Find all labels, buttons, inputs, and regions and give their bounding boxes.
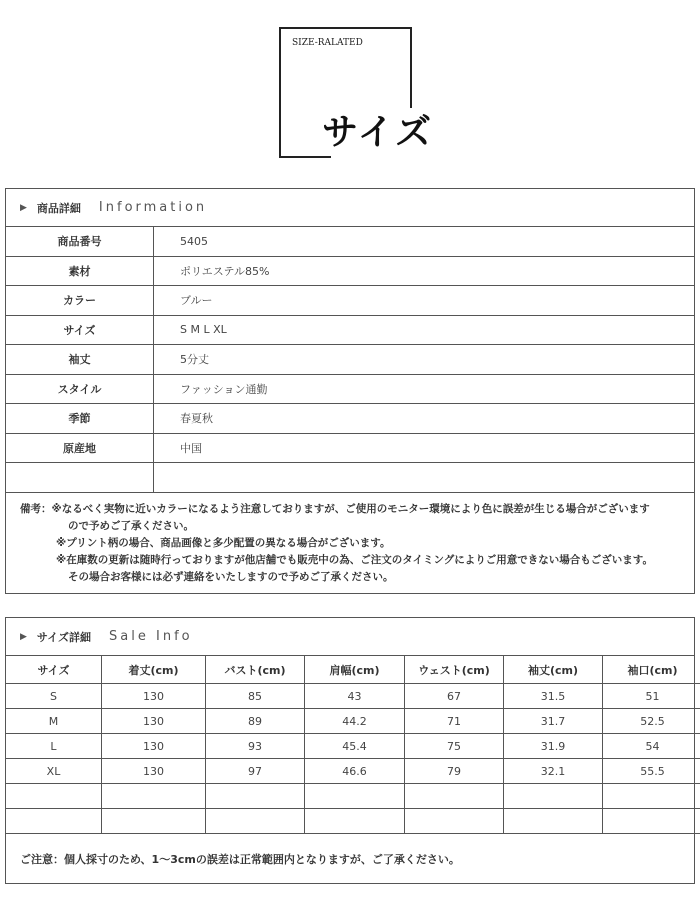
info-value: 5405	[180, 234, 208, 248]
info-row	[6, 227, 694, 257]
size-section-title-jp: サイズ詳細	[36, 630, 92, 644]
note-line: ※プリント柄の場合、商品画像と多少配置の異なる場合がございます。	[56, 536, 391, 549]
size-section	[5, 617, 695, 884]
info-value: 中国	[180, 441, 202, 455]
size-cell	[6, 809, 102, 834]
size-cell: 89	[206, 709, 305, 734]
size-row	[6, 709, 700, 734]
size-cell	[305, 809, 405, 834]
size-cell: 97	[206, 759, 305, 784]
info-key: スタイル	[6, 375, 154, 404]
size-cell: 130	[102, 709, 206, 734]
info-row	[6, 316, 694, 346]
size-cell: 71	[405, 709, 504, 734]
info-row	[6, 286, 694, 316]
info-value: ブルー	[180, 294, 213, 308]
size-cell: 130	[102, 759, 206, 784]
size-column-header: 肩幅(cm)	[305, 656, 405, 684]
size-cell: L	[6, 734, 102, 759]
info-key: サイズ	[6, 316, 154, 345]
size-cell: 52.5	[603, 709, 700, 734]
size-cell: 130	[102, 734, 206, 759]
size-cell	[504, 809, 603, 834]
size-cell: 46.6	[305, 759, 405, 784]
size-cell: 43	[305, 684, 405, 709]
size-cell: XL	[6, 759, 102, 784]
size-cell: 32.1	[504, 759, 603, 784]
size-cell: 31.5	[504, 684, 603, 709]
info-key: 原産地	[6, 434, 154, 463]
info-row	[6, 345, 694, 375]
header-title: サイズ	[318, 108, 437, 156]
size-row	[6, 809, 700, 834]
info-value: S M L XL	[180, 323, 227, 337]
size-cell	[504, 784, 603, 809]
info-value: 5分丈	[180, 353, 209, 367]
size-cell	[6, 784, 102, 809]
info-table	[6, 227, 694, 493]
info-key: 商品番号	[6, 227, 154, 256]
size-row	[6, 734, 700, 759]
info-key: 季節	[6, 404, 154, 433]
info-row	[6, 434, 694, 464]
size-cell: 79	[405, 759, 504, 784]
size-row	[6, 784, 700, 809]
info-value: ポリエステル85%	[180, 264, 270, 278]
size-cell: 54	[603, 734, 700, 759]
size-row	[6, 759, 700, 784]
note-line: 備考：※なるべく実物に近いカラーになるよう注意しておりますが、ご使用のモニター環境により色に誤差が生じる場合がございます	[20, 502, 650, 515]
info-row	[6, 404, 694, 434]
size-column-header: バスト(cm)	[206, 656, 305, 684]
note-line: ※在庫数の更新は随時行っておりますが他店舗でも販売中の為、ご注文のタイミングによりご用意できない場合もございます。	[56, 553, 653, 566]
size-column-header: 着丈(cm)	[102, 656, 206, 684]
info-notes	[6, 493, 694, 586]
note-line: その場合お客様には必ず連絡をいたしますので予めご了承ください。	[68, 570, 394, 583]
info-key	[6, 463, 154, 492]
info-section-title-jp: 商品詳細	[36, 201, 81, 215]
size-cell: 31.9	[504, 734, 603, 759]
info-value: 春夏秋	[180, 412, 213, 426]
size-cell: M	[6, 709, 102, 734]
size-section-header	[6, 618, 694, 656]
size-column-header: サイズ	[6, 656, 102, 684]
size-column-header: 袖丈(cm)	[504, 656, 603, 684]
size-row	[6, 684, 700, 709]
info-row	[6, 463, 694, 493]
info-value: ファッション通勤	[180, 382, 268, 396]
size-cell	[405, 809, 504, 834]
size-cell	[603, 784, 700, 809]
size-cell	[206, 809, 305, 834]
size-cell: 44.2	[305, 709, 405, 734]
info-key: 袖丈	[6, 345, 154, 374]
info-value	[154, 463, 694, 492]
info-key: 素材	[6, 257, 154, 286]
size-cell: 67	[405, 684, 504, 709]
size-cell: 51	[603, 684, 700, 709]
size-cell	[102, 784, 206, 809]
size-column-header: ウェスト(cm)	[405, 656, 504, 684]
size-column-header: 袖口(cm)	[603, 656, 700, 684]
info-section	[5, 188, 695, 594]
size-section-title-en: Sale Info	[109, 629, 193, 644]
size-cell: S	[6, 684, 102, 709]
size-cell: 75	[405, 734, 504, 759]
size-cell	[102, 809, 206, 834]
size-footnote: ご注意：個人採寸のため、1～3cmの誤差は正常範囲内となりますが、ご了承ください。	[20, 853, 460, 866]
size-cell: 85	[206, 684, 305, 709]
size-cell	[405, 784, 504, 809]
triangle-right-icon: ▶	[20, 631, 27, 642]
triangle-right-icon: ▶	[20, 202, 27, 213]
note-line: ので予めご了承ください。	[68, 519, 194, 532]
size-table	[6, 656, 700, 834]
size-cell: 93	[206, 734, 305, 759]
info-row	[6, 257, 694, 287]
size-cell	[206, 784, 305, 809]
size-cell: 45.4	[305, 734, 405, 759]
header-subtitle: SIZE-RALATED	[292, 38, 363, 48]
size-cell: 55.5	[603, 759, 700, 784]
size-cell: 31.7	[504, 709, 603, 734]
size-cell	[603, 809, 700, 834]
size-cell	[305, 784, 405, 809]
info-section-header	[6, 189, 694, 227]
info-key: カラー	[6, 286, 154, 315]
size-header-row	[6, 656, 700, 684]
info-section-title-en: Information	[98, 200, 208, 215]
info-row	[6, 375, 694, 405]
size-cell: 130	[102, 684, 206, 709]
